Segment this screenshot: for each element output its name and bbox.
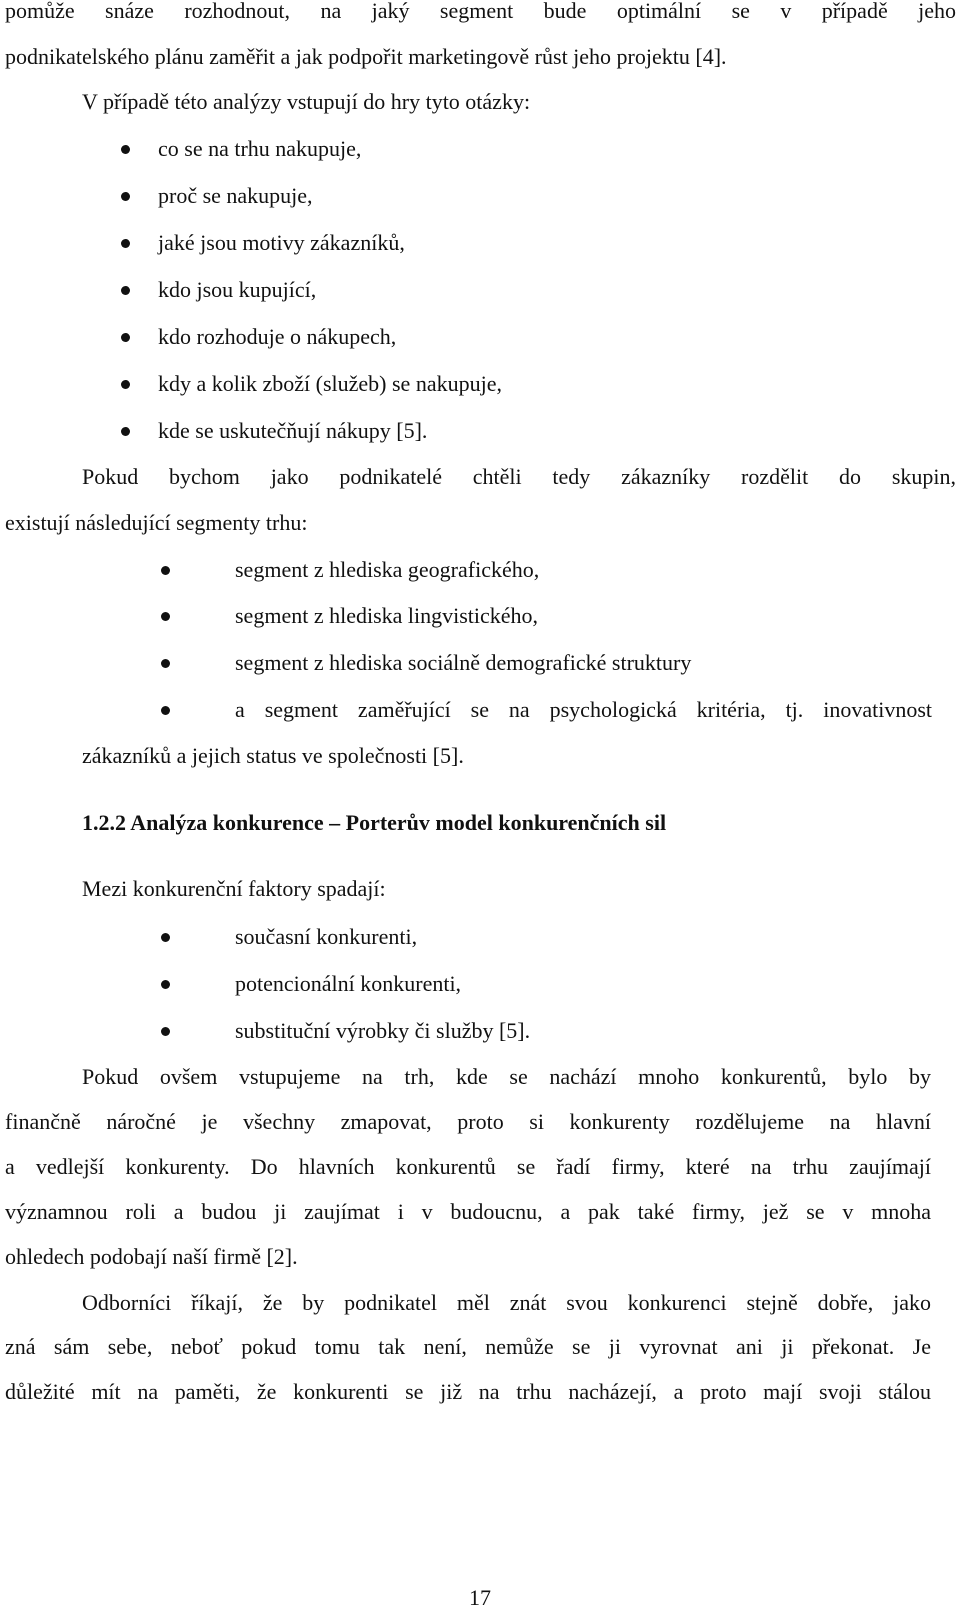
bullet-icon [161, 933, 170, 942]
bullet-icon [121, 286, 130, 295]
list-item: proč se nakupuje, [158, 183, 313, 208]
list-item: kdo jsou kupující, [158, 277, 317, 302]
page-number: 17 [469, 1585, 491, 1610]
bullet-icon [161, 706, 170, 715]
list-item: segment z hlediska sociálně demografické struktury [235, 650, 692, 675]
paragraph-line: a vedlejší konkurenty. Do hlavních konkurentů se řadí firmy, které na trhu zaujímají [5, 1154, 931, 1179]
list-item: kdo rozhoduje o nákupech, [158, 324, 397, 349]
paragraph-line: důležité mít na paměti, že konkurenti se již na trhu nacházejí, a proto mají svoji stálou [5, 1379, 931, 1404]
paragraph-line: zákazníků a jejich status ve společnosti [5]. [82, 743, 464, 768]
bullet-icon [121, 239, 130, 248]
paragraph-line: zná sám sebe, neboť pokud tomu tak není, nemůže se ji vyrovnat ani ji překonat. Je [5, 1334, 931, 1359]
bullet-icon [121, 380, 130, 389]
paragraph-intro: V případě této analýzy vstupují do hry tyto otázky: [82, 89, 531, 114]
section-heading: 1.2.2 Analýza konkurence – Porterův model konkurenčních sil [82, 810, 667, 835]
paragraph-line: Pokud ovšem vstupujeme na trh, kde se nachází mnoho konkurentů, bylo by [82, 1064, 931, 1089]
paragraph-line: významnou roli a budou ji zaujímat i v budoucnu, a pak také firmy, jež se v mnoha [5, 1199, 931, 1224]
paragraph-line: pomůže snáze rozhodnout, na jaký segment bude optimální se v případě jeho [5, 0, 956, 23]
list-item: kde se uskutečňují nákupy [5]. [158, 418, 428, 443]
bullet-icon [121, 427, 130, 436]
bullet-icon [161, 659, 170, 668]
bullet-icon [161, 566, 170, 575]
list-item: segment z hlediska geografického, [235, 557, 540, 582]
list-item: potencionální konkurenti, [235, 971, 462, 996]
bullet-icon [161, 1027, 170, 1036]
bullet-icon [121, 145, 130, 154]
paragraph-line: podnikatelského plánu zaměřit a jak podpořit marketingově růst jeho projektu [4]. [5, 44, 727, 69]
list-item: současní konkurenti, [235, 924, 418, 949]
bullet-icon [121, 192, 130, 201]
paragraph-line: existují následující segmenty trhu: [5, 510, 308, 535]
paragraph-line: ohledech podobají naší firmě [2]. [5, 1244, 298, 1269]
bullet-icon [121, 333, 130, 342]
list-item: a segment zaměřující se na psychologická kritéria, tj. inovativnost [235, 697, 932, 722]
list-item: kdy a kolik zboží (služeb) se nakupuje, [158, 371, 502, 396]
paragraph-line: Pokud bychom jako podnikatelé chtěli tedy zákazníky rozdělit do skupin, [82, 464, 956, 489]
list-item: co se na trhu nakupuje, [158, 136, 362, 161]
bullet-icon [161, 980, 170, 989]
list-item: segment z hlediska lingvistického, [235, 603, 539, 628]
bullet-icon [161, 612, 170, 621]
list-item: substituční výrobky či služby [5]. [235, 1018, 531, 1043]
paragraph-line: finančně náročné je všechny zmapovat, proto si konkurenty rozdělujeme na hlavní [5, 1109, 931, 1134]
paragraph-line: Odborníci říkají, že by podnikatel měl znát svou konkurenci stejně dobře, jako [82, 1290, 931, 1315]
list-item: jaké jsou motivy zákazníků, [158, 230, 405, 255]
paragraph-intro: Mezi konkurenční faktory spadají: [82, 876, 386, 901]
